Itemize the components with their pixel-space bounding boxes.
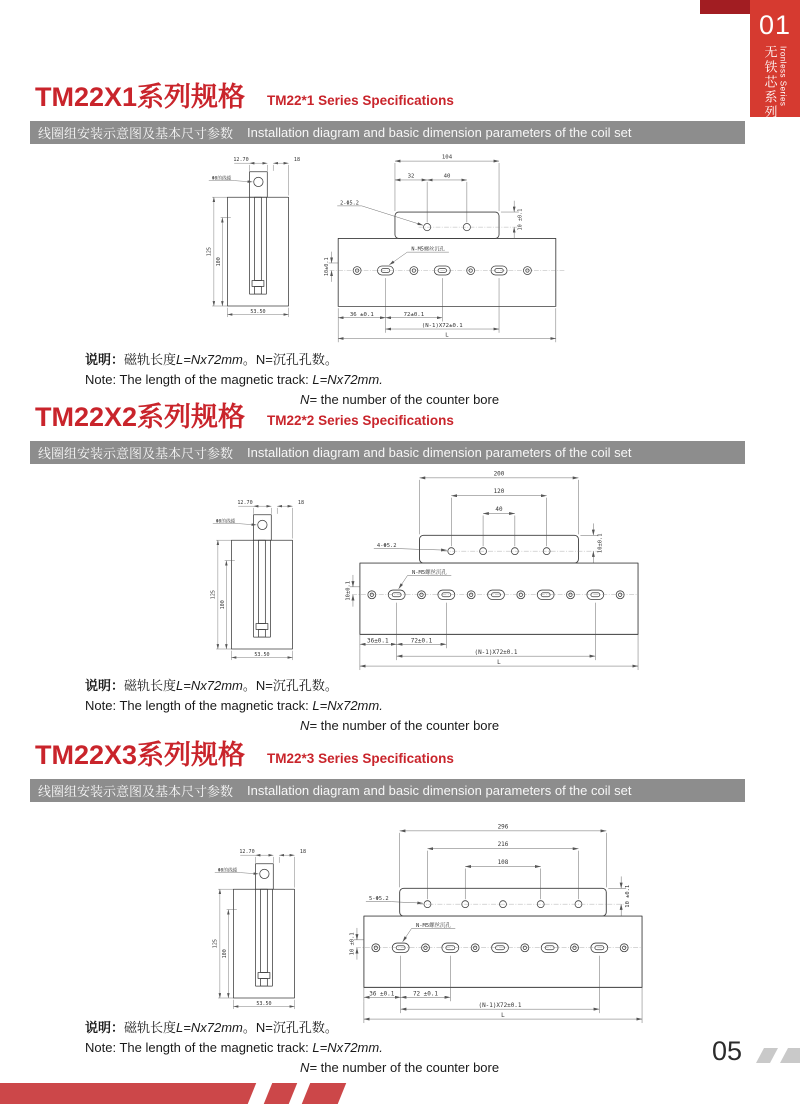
hole-callout: 2-Φ5.2 [340, 200, 359, 207]
dim-label: 72 ±0.1 [412, 990, 439, 998]
dim-label: 53.50 [254, 651, 270, 658]
dim-label: 72±0.1 [410, 637, 433, 645]
dim-label: 12.70 [239, 849, 255, 856]
section2-note [85, 676, 499, 736]
dim-label: 296 [497, 823, 509, 831]
counterbore-callout: N-M5螺丝沉孔 [415, 922, 451, 929]
dim-label: 10 ±0.1 [625, 884, 632, 908]
note-line-zh: 说明：磁轨长度L=Nx72mm。N=沉孔孔数。 [85, 352, 338, 367]
dim-label: 125 [212, 939, 219, 949]
dim-label: (N-1)X72±0.1 [478, 1002, 522, 1010]
front-view-dimensions [324, 155, 556, 342]
dim-label: 10 ±0.1 [349, 932, 356, 956]
dim-label: (N-1)X72±0.1 [474, 649, 518, 657]
mounting-holes [368, 548, 624, 600]
side-view-dimensions [206, 157, 300, 317]
section3-title-en: TM22*3 Series Specifications [267, 751, 454, 766]
section2-title [35, 404, 454, 431]
front-view-dimensions [349, 823, 642, 1023]
dim-label: 10±0.1 [323, 257, 330, 277]
section1-subheader-bar [30, 121, 745, 144]
section2-front-view-diagram [346, 464, 644, 674]
section3-subheader-bar [30, 779, 745, 802]
series-name-zh: 无铁芯系列 [762, 45, 778, 120]
cable-label: Φ8的线缆 [215, 519, 236, 525]
dim-label: 40 [443, 173, 451, 180]
dim-label: 18 [293, 157, 301, 164]
footer-red-bar [0, 1083, 256, 1104]
dim-label: 18 [297, 500, 305, 507]
dim-label: 53.50 [250, 308, 266, 315]
cable-label: Φ8的线缆 [217, 868, 238, 874]
subheader-zh: 线圈组安装示意图及基本尺寸参数 [38, 126, 234, 141]
cable-label: Φ8的线缆 [211, 176, 232, 182]
dim-label: 100 [215, 257, 222, 267]
section3-title-zh: TM22X3系列规格 [35, 740, 246, 770]
dim-label: 200 [493, 470, 505, 478]
dim-label: 10±0.1 [597, 533, 604, 554]
section2-subheader-bar [30, 441, 745, 464]
dim-label: 12.70 [233, 157, 249, 164]
page-number: 05 [712, 1036, 743, 1066]
footer-red-stripe [264, 1083, 297, 1104]
dim-label: 125 [206, 247, 213, 257]
section3-front-view-diagram [350, 817, 648, 1027]
dim-label: 36±0.1 [367, 637, 389, 645]
coil-track-cross-section [231, 515, 292, 649]
dim-label: 120 [493, 488, 505, 496]
dim-label: 18 [299, 849, 307, 856]
note-line-zh: 说明：磁轨长度L=Nx72mm。N=沉孔孔数。 [85, 678, 338, 693]
note-line-en1: Note: The length of the magnetic track: L=Nx72mm. [85, 1040, 383, 1056]
note-line-en1: Note: The length of the magnetic track: L=Nx72mm. [85, 372, 383, 388]
dim-label: 216 [497, 841, 509, 849]
note-line-zh: 说明：磁轨长度L=Nx72mm。N=沉孔孔数。 [85, 1020, 338, 1035]
section1-title-zh: TM22X1系列规格 [35, 82, 246, 112]
subheader-zh: 线圈组安装示意图及基本尺寸参数 [38, 784, 234, 799]
chapter-labels [764, 45, 787, 120]
subheader-en: Installation diagram and basic dimension parameters of the coil set [247, 125, 632, 140]
dim-label: 10±0.1 [345, 580, 352, 601]
dim-label: 72±0.1 [403, 311, 425, 318]
dim-label: 12.70 [237, 500, 253, 507]
subheader-zh: 线圈组安装示意图及基本尺寸参数 [38, 446, 234, 461]
dim-label: 100 [219, 600, 226, 610]
chapter-tab [750, 0, 800, 120]
note-line-en1: Note: The length of the magnetic track: L=Nx72mm. [85, 698, 383, 714]
front-view-dimensions [345, 470, 638, 670]
mounting-holes [372, 901, 628, 953]
coil-track-cross-section [233, 864, 294, 998]
subheader-en: Installation diagram and basic dimension parameters of the coil set [247, 783, 632, 798]
section1-front-view-diagram [324, 146, 570, 346]
section1-side-view-diagram [202, 153, 308, 323]
dim-label: 10 ±0.1 [517, 208, 524, 231]
dim-label: 53.50 [256, 1000, 272, 1007]
note-line-en2: N= the number of the counter bore [300, 392, 500, 408]
dim-label: L [497, 659, 501, 667]
hole-callout: 5-Φ5.2 [368, 896, 389, 903]
side-view-dimensions [210, 500, 304, 660]
footer-red-stripe [302, 1083, 346, 1104]
section3-note [85, 1018, 499, 1078]
side-view-dimensions [212, 849, 306, 1009]
dim-label: 36 ±0.1 [369, 990, 395, 998]
section2-side-view-diagram [206, 496, 312, 666]
section1-title [35, 84, 454, 111]
dim-label: 40 [495, 506, 503, 514]
note-line-en2: N= the number of the counter bore [300, 1060, 500, 1076]
dim-label: 104 [441, 154, 453, 161]
section1-title-en: TM22*1 Series Specifications [267, 93, 454, 108]
dim-label: 100 [221, 949, 228, 959]
dim-label: 108 [497, 859, 509, 867]
dim-label: L [445, 332, 449, 339]
footer-slash-decoration [756, 1048, 778, 1063]
dim-label: 32 [407, 173, 415, 180]
section2-title-zh: TM22X2系列规格 [35, 402, 246, 432]
section2-title-en: TM22*2 Series Specifications [267, 413, 454, 428]
chapter-number: 01 [758, 10, 792, 40]
dim-label: 125 [210, 590, 217, 600]
subheader-en: Installation diagram and basic dimension parameters of the coil set [247, 445, 632, 460]
coil-track-cross-section [227, 172, 288, 306]
counterbore-callout: N-M5螺丝沉孔 [411, 569, 447, 576]
dim-label: 36 ±0.1 [349, 311, 374, 318]
series-name-en: Ironless Series [778, 46, 788, 107]
section3-title [35, 742, 454, 769]
counterbore-callout: N-M5螺丝沉孔 [411, 246, 445, 253]
top-dark-red-strip [700, 0, 750, 14]
dim-label: (N-1)X72±0.1 [421, 323, 463, 330]
footer-slash-decoration [780, 1048, 800, 1063]
section3-side-view-diagram [208, 845, 314, 1015]
dim-label: L [501, 1012, 505, 1020]
note-line-en2: N= the number of the counter bore [300, 718, 500, 734]
hole-callout: 4-Φ5.2 [376, 543, 397, 550]
